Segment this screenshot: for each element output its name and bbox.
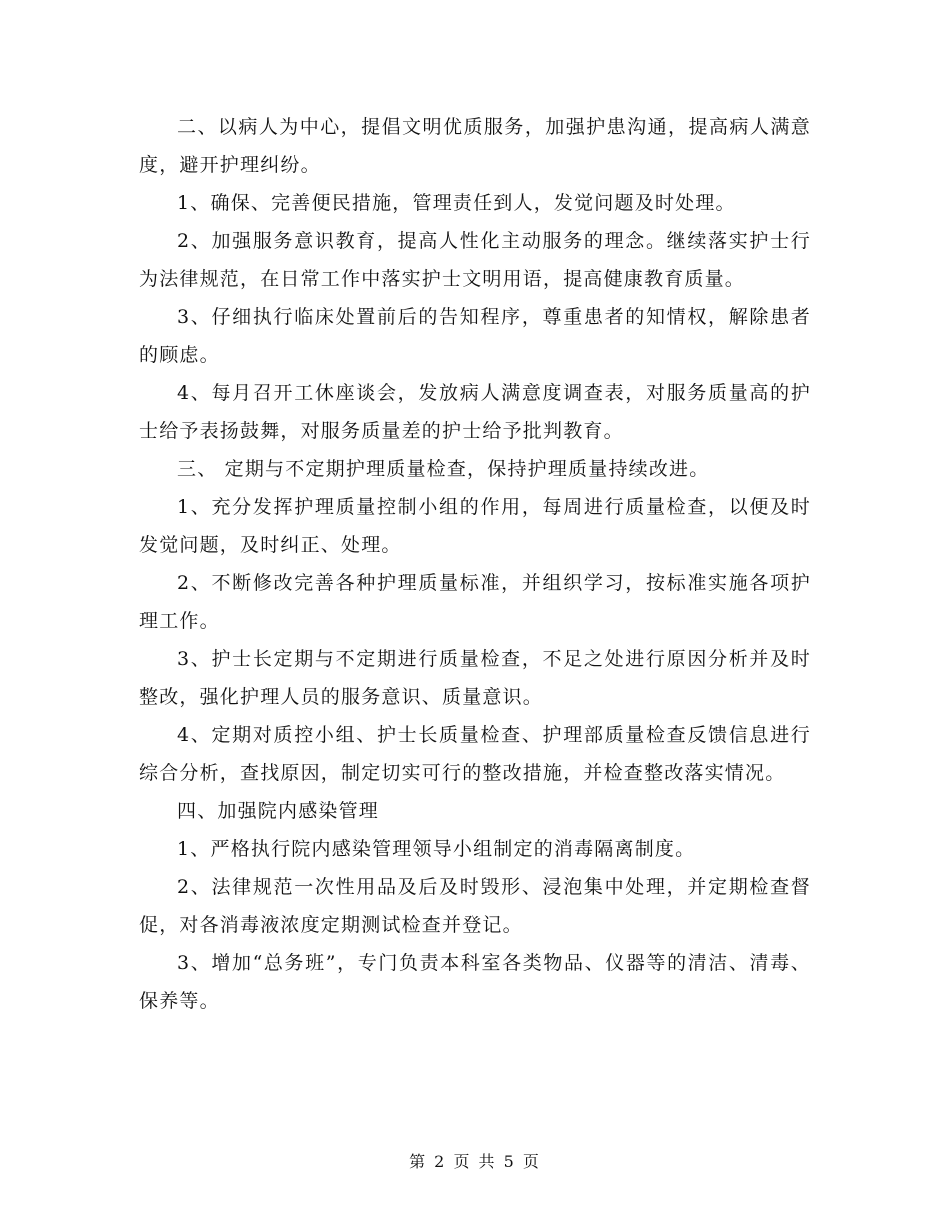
paragraph-item: 4、每月召开工休座谈会，发放病人满意度调查表，对服务质量高的护士给予表扬鼓舞，对服务质量差的护士给予批判教育。 bbox=[139, 382, 811, 442]
paragraph-item: 2、加强服务意识教育，提高人性化主动服务的理念。继续落实护士行为法律规范，在日常工作中落实护士文明用语，提高健康教育质量。 bbox=[139, 230, 811, 290]
paragraph-item: 1、确保、完善便民措施，管理责任到人，发觉问题及时处理。 bbox=[177, 192, 736, 214]
paragraph-item: 1、充分发挥护理质量控制小组的作用，每周进行质量检查，以便及时发觉问题，及时纠正、处理。 bbox=[139, 496, 811, 556]
paragraph-section-3-heading: 三、 定期与不定期护理质量检查，保持护理质量持续改进。 bbox=[177, 458, 710, 480]
paragraph-item: 4、定期对质控小组、护士长质量检查、护理部质量检查反馈信息进行综合分析，查找原因，制定切实可行的整改措施，并检查整改落实情况。 bbox=[139, 724, 811, 784]
paragraph-item: 3、护士长定期与不定期进行质量检查，不足之处进行原因分析并及时整改，强化护理人员的服务意识、质量意识。 bbox=[139, 648, 811, 708]
paragraph-item: 1、严格执行院内感染管理领导小组制定的消毒隔离制度。 bbox=[177, 838, 696, 860]
paragraph-item: 3、增加“总务班”，专门负责本科室各类物品、仪器等的清洁、清毒、保养等。 bbox=[139, 952, 811, 1012]
paragraph-section-2-heading: 二、以病人为中心，提倡文明优质服务，加强护患沟通，提高病人满意度，避开护理纠纷。 bbox=[139, 116, 811, 176]
paragraph-item: 2、法律规范一次性用品及后及时毁形、浸泡集中处理，并定期检查督促，对各消毒液浓度定期测试检查并登记。 bbox=[139, 876, 811, 936]
page-number-footer: 第 2 页 共 5 页 bbox=[409, 1152, 541, 1171]
paragraph-item: 3、仔细执行临床处置前后的告知程序，尊重患者的知情权，解除患者的顾虑。 bbox=[139, 306, 811, 366]
paragraph-item: 2、不断修改完善各种护理质量标准，并组织学习，按标准实施各项护理工作。 bbox=[139, 572, 811, 632]
document-body bbox=[139, 108, 811, 1020]
paragraph-section-4-heading: 四、加强院内感染管理 bbox=[177, 800, 380, 822]
